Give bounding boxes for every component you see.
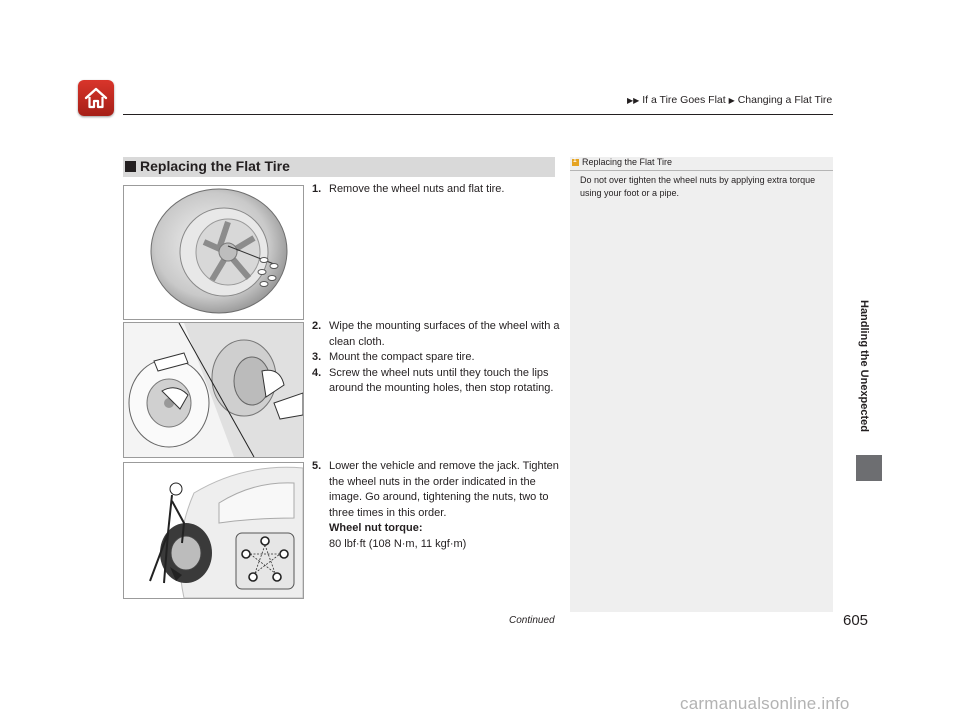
torque-value: 80 lbf·ft (108 N·m, 11 kgf·m) [329,537,467,550]
step-text: Mount the compact spare tire. [329,351,475,363]
figure-tighten-nuts [123,462,304,599]
note-title: Replacing the Flat Tire [582,157,673,167]
step-number: 2. [312,320,322,332]
step-list-1 [312,182,561,198]
note-badge-icon [572,159,579,166]
breadcrumb-current: Changing a Flat Tire [737,94,833,106]
step-list-2 [312,319,561,397]
header-divider [123,114,833,115]
home-icon [83,85,109,111]
step-number: 5. [312,460,322,472]
side-tab-marker [856,455,882,481]
step-text-group [329,459,561,552]
side-tab[interactable] [856,300,870,450]
tire-illustration [124,186,303,319]
step-text: Remove the wheel nuts and flat tire. [329,183,505,195]
watermark: carmanualsonline.info [680,694,850,713]
section-title: Replacing the Flat Tire [140,158,290,174]
tighten-illustration [124,463,303,598]
continued-label: Continued [509,615,555,626]
torque-label: Wheel nut torque: [329,522,423,534]
note-header [570,157,833,171]
step-number: 1. [312,183,322,195]
wipe-hub-illustration [124,323,303,457]
page-number: 605 [843,612,869,629]
side-tab-label: Handling the Unexpected [858,300,870,433]
figure-wipe-mount [123,322,304,458]
step-item [312,319,561,350]
step-text: Screw the wheel nuts until they touch the lips around the mounting holes, then stop rotating. [329,366,554,394]
step-text: Lower the vehicle and remove the jack. Tighten the wheel nuts in the order indicated in the image. Go around, tightening the nuts, two to three times in this order. [329,460,559,519]
breadcrumb-arrow-icon: ▶ [728,96,735,105]
step-number: 4. [312,366,322,379]
section-square-icon [125,161,136,172]
breadcrumb-arrow-icon: ▶▶ [627,96,640,105]
step-item [312,350,561,366]
step-item [312,366,561,397]
home-button[interactable] [78,80,114,116]
breadcrumb [627,94,832,106]
note-text: Do not over tighten the wheel nuts by applying extra torque using your foot or a pipe. [580,175,816,198]
section-header [123,157,555,177]
step-number: 3. [312,351,322,363]
figure-remove-tire [123,185,304,320]
breadcrumb-link-flat-tire[interactable]: If a Tire Goes Flat [642,94,726,106]
step-text: Wipe the mounting surfaces of the wheel with a clean cloth. [329,320,560,348]
note-panel [570,157,833,612]
step-item [312,459,561,552]
step-item [312,182,561,198]
step-list-3 [312,459,561,552]
